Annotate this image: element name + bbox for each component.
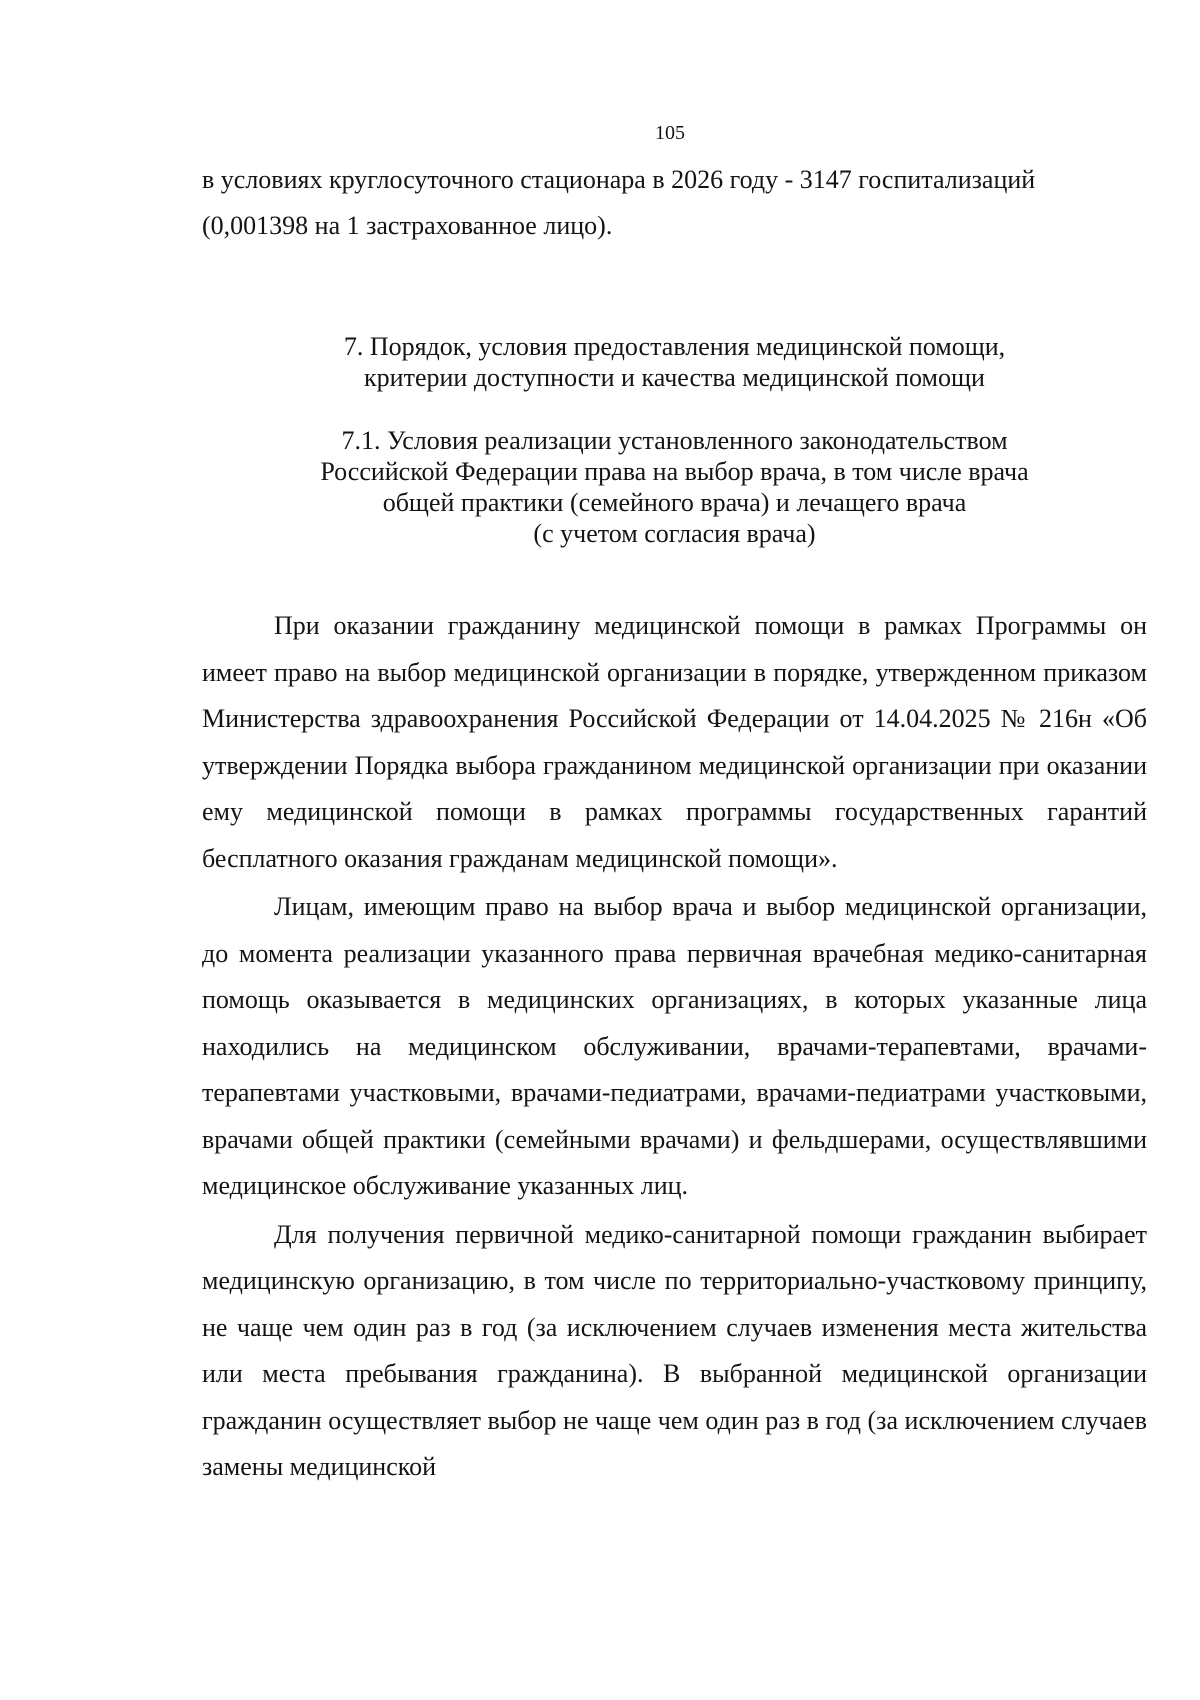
subsection-heading-line-2: Российской Федерации права на выбор врача, в том числе врача — [320, 457, 1029, 486]
page-number: 105 — [655, 122, 685, 144]
subsection-heading-line-3: общей практики (семейного врача) и лечащего врача — [382, 488, 967, 517]
subsection-heading-line-4: (с учетом согласия врача) — [533, 519, 816, 548]
paragraph-choice-of-organization: При оказании гражданину медицинской помощи в рамках Программы он имеет право на выбор медицинской организации в порядке, утвержденном приказом Министерства здравоохранения Российской Федерации от 14.04.2025 № 216н «Об утверждении Порядка выбора гражданином медицинской организации при оказании ему медицинской помощи в рамках программы государственных гарантий бесплатного оказания гражданам медицинской помощи». — [202, 611, 1147, 873]
subsection-heading-line-1: 7.1. Условия реализации установленного законодательством — [341, 426, 1008, 455]
continued-paragraph — [202, 157, 1147, 249]
continued-line-2: (0,001398 на 1 застрахованное лицо). — [202, 211, 613, 240]
body-paragraphs — [202, 603, 1147, 1493]
paragraph-before-choice: Лицам, имеющим право на выбор врача и выбор медицинской организации, до момента реализации указанного права первичная врачебная медико-санитарная помощь оказывается в медицинских организациях, в которых указанные лица находились на медицинском обслуживании, врачами-терапевтами, врачами-терапевтами участковыми, врачами-педиатрами, врачами-педиатрами участковыми, врачами общей практики (семейными врачами) и фельдшерами, осуществлявшими медицинское обслуживание указанных лиц. — [202, 892, 1147, 1200]
continued-line-1: в условиях круглосуточного стационара в 2026 году - 3147 госпитализаций — [202, 165, 1036, 194]
subsection-heading — [202, 425, 1147, 549]
section-heading-line-2: критерии доступности и качества медицинской помощи — [364, 363, 985, 392]
section-heading — [202, 331, 1147, 393]
section-heading-line-1: 7. Порядок, условия предоставления медицинской помощи, — [343, 332, 1006, 361]
paragraph-primary-care: Для получения первичной медико-санитарной помощи гражданин выбирает медицинскую организацию, в том числе по территориально-участковому принципу, не чаще чем один раз в год (за исключением случаев изменения места жительства или места пребывания гражданина). В выбранной медицинской организации гражданин осуществляет выбор не чаще чем один раз в год (за исключением случаев замены медицинской — [202, 1219, 1147, 1481]
